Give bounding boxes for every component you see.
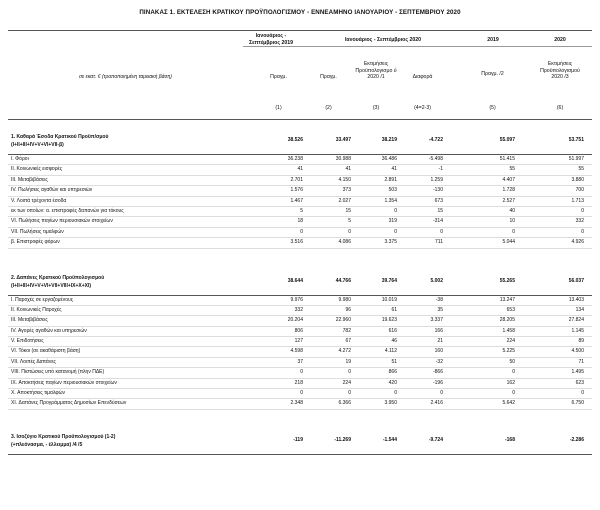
value-cell: 37 [297, 358, 303, 365]
value-cell: 162 [506, 379, 515, 386]
value-cell: -168 [504, 436, 515, 443]
value-cell: -866 [432, 369, 443, 376]
value-cell: -119 [293, 436, 303, 443]
row-label: VI. Τόκοι (σε ακαθάριστη βάση) [11, 348, 81, 355]
value-cell: 866 [388, 369, 397, 376]
section1-title: 1. Καθαρά Έσοδα Κρατικού Προϋπ/σμού [11, 134, 109, 140]
col6-num: (6) [556, 105, 564, 111]
section3-formula: (+πλεόνασμα, - έλλειμμα) /4 /5 [11, 441, 83, 448]
value-cell: 20.204 [287, 317, 303, 324]
row-label: III. Μεταβιβάσεις [11, 317, 48, 324]
value-cell: 0 [348, 390, 351, 397]
section3-title: 3. Ισοζύγιο Κρατικού Προϋπολογισμού (1-2) [11, 433, 116, 440]
value-cell: 2.348 [290, 400, 303, 407]
value-cell: 0 [348, 228, 351, 235]
table-title: ΠΙΝΑΚΑΣ 1. ΕΚΤΕΛΕΣΗ ΚΡΑΤΙΚΟΥ ΠΡΟΫΠΟΛΟΓΙΣΜΟΥ - ΕΝΝΕΑΜΗΝΟ ΙΑΝΟΥΑΡΙΟΥ - ΣΕΠΤΕΜΒΡΙΟΥ 2020 [139, 9, 461, 16]
row-label: VII. Πωλήσεις τιμαλφών [11, 228, 64, 235]
value-cell: -196 [432, 379, 443, 386]
table-row [8, 327, 592, 337]
value-cell: -5.498 [428, 156, 443, 162]
table-row [8, 347, 592, 357]
row-label: I. Φόροι [11, 156, 29, 162]
value-cell: 53.751 [568, 137, 584, 143]
table-row [8, 207, 592, 217]
table-row [8, 296, 592, 306]
value-cell: 5.002 [430, 277, 443, 284]
value-cell: 15 [345, 207, 351, 214]
table-row [8, 306, 592, 316]
value-cell: 56.037 [568, 277, 584, 284]
value-cell: 332 [575, 218, 584, 225]
value-cell: 5 [300, 207, 303, 214]
row-label: VII. Λοιπές Δαπάνες [11, 358, 56, 365]
value-cell: 1.728 [502, 187, 515, 194]
value-cell: 55 [578, 166, 584, 173]
value-cell: 160 [434, 348, 443, 355]
row-label: I. Παροχές σε εργαζομένους [11, 296, 74, 303]
value-cell: 44.766 [335, 277, 351, 284]
value-cell: 41 [297, 166, 303, 173]
value-cell: 3.880 [571, 176, 584, 183]
value-cell: 134 [575, 306, 584, 313]
value-cell: 40 [509, 207, 515, 214]
col1-num: (1) [275, 105, 282, 111]
col2-num: (2) [325, 105, 332, 111]
value-cell: 15 [437, 207, 443, 214]
value-cell: 13.403 [568, 296, 584, 303]
value-cell: 41 [391, 166, 397, 173]
value-cell: 4.598 [290, 348, 303, 355]
value-cell: 623 [575, 379, 584, 386]
value-cell: 0 [581, 390, 584, 397]
group-period: Ιανουάριος - Σεπτέμβριος 2020 [344, 37, 422, 43]
value-cell: 332 [294, 306, 303, 313]
value-cell: 1.713 [571, 197, 584, 204]
value-cell: 3.950 [384, 400, 397, 407]
value-cell: -1.544 [382, 436, 397, 443]
value-cell: 0 [394, 228, 397, 235]
value-cell: -11.269 [334, 436, 351, 443]
section1-total-row [8, 130, 592, 155]
value-cell: 4.407 [502, 176, 515, 183]
value-cell: 0 [300, 228, 303, 235]
table-row [8, 197, 592, 207]
value-cell: 5.044 [502, 239, 515, 246]
value-cell: 4.272 [338, 348, 351, 355]
value-cell: 503 [388, 187, 397, 194]
value-cell: -130 [432, 187, 443, 194]
value-cell: 673 [434, 197, 443, 204]
col5-sub: Πραγμ. /2 [481, 71, 504, 77]
value-cell: 55 [509, 166, 515, 173]
table-row [8, 217, 592, 227]
value-cell: 4.500 [571, 348, 584, 355]
value-cell: 4.086 [338, 239, 351, 246]
value-cell: 38.219 [381, 137, 397, 143]
value-cell: 4.926 [571, 239, 584, 246]
value-cell: 0 [300, 369, 303, 376]
value-cell: 33.497 [335, 137, 351, 143]
value-cell: 71 [578, 358, 584, 365]
value-cell: 39.764 [381, 277, 397, 284]
table-row [8, 176, 592, 186]
value-cell: 3.516 [290, 239, 303, 246]
value-cell: 22.960 [335, 317, 351, 324]
value-cell: 0 [440, 228, 443, 235]
table-row [8, 316, 592, 326]
value-cell: 2.527 [502, 197, 515, 204]
col2-sub: Πραγμ. [320, 74, 337, 80]
table-row [8, 238, 592, 248]
value-cell: 10.019 [381, 296, 397, 303]
value-cell: 700 [575, 187, 584, 194]
value-cell: 0 [300, 390, 303, 397]
col5-period: 2019 [487, 37, 499, 43]
section3-total-row [8, 430, 592, 455]
value-cell: 218 [294, 379, 303, 386]
value-cell: 19 [345, 358, 351, 365]
value-cell: 373 [342, 187, 351, 194]
value-cell: 1.145 [571, 327, 584, 334]
value-cell: 5.225 [502, 348, 515, 355]
value-cell: 319 [388, 218, 397, 225]
value-cell: 711 [435, 239, 443, 246]
table-row [8, 358, 592, 368]
table-row [8, 165, 592, 175]
value-cell: 19.623 [381, 317, 397, 324]
value-cell: 50 [509, 358, 515, 365]
section2-title: 2. Δαπάνες Κρατικού Προϋπολογισμού [11, 274, 105, 281]
value-cell: 166 [434, 327, 443, 334]
value-cell: 61 [391, 306, 397, 313]
col4-num: (4=2-3) [414, 105, 431, 111]
value-cell: -1 [438, 166, 443, 173]
value-cell: -38 [435, 296, 443, 303]
table-row [8, 228, 592, 238]
value-cell: 0 [512, 369, 515, 376]
row-label: V. Επιδοτήσεις [11, 338, 44, 345]
value-cell: 0 [512, 390, 515, 397]
value-cell: 35 [437, 306, 443, 313]
row-label: II. Κοινωνικές Παροχές [11, 306, 62, 313]
value-cell: 4.150 [338, 176, 351, 183]
value-cell: 38.644 [287, 277, 303, 284]
value-cell: 4.112 [384, 348, 397, 355]
value-cell: 2.701 [290, 176, 303, 183]
table-row [8, 379, 592, 389]
value-cell: 21 [437, 338, 443, 345]
value-cell: 10 [509, 218, 515, 225]
value-cell: 653 [506, 306, 515, 313]
value-cell: 36.486 [381, 156, 397, 162]
value-cell: 0 [440, 390, 443, 397]
value-cell: 3.337 [430, 317, 443, 324]
value-cell: 2.027 [338, 197, 351, 204]
value-cell: 1.458 [502, 327, 515, 334]
value-cell: 782 [342, 327, 351, 334]
value-cell: 0 [512, 228, 515, 235]
value-cell: 420 [388, 379, 397, 386]
value-cell: 6.750 [571, 400, 584, 407]
value-cell: 1.467 [290, 197, 303, 204]
value-cell: 0 [394, 390, 397, 397]
value-cell: -2.286 [569, 436, 584, 443]
unit-label: σε εκατ. € (τροποποιημένη ταμειακή βάση) [79, 74, 172, 80]
value-cell: 1.495 [571, 369, 584, 376]
row-label: IV. Πωλήσεις αγαθών και υπηρεσιών [11, 187, 93, 194]
value-cell: 1.354 [384, 197, 397, 204]
section1-rows [8, 155, 592, 249]
value-cell: 46 [391, 338, 397, 345]
value-cell: 30.988 [335, 156, 351, 162]
table-row [8, 337, 592, 347]
value-cell: -9.724 [428, 436, 443, 443]
row-label: VI. Πωλήσεις παγίων περιουσιακών στοιχείων [11, 218, 113, 225]
row-label: X. Αποκτήσεις τιμαλφών [11, 390, 66, 397]
value-cell: 1.259 [430, 176, 443, 183]
value-cell: 6.366 [338, 400, 351, 407]
col1-sub: Πραγμ. [270, 74, 287, 80]
value-cell: 18 [297, 218, 303, 225]
value-cell: 51 [391, 358, 397, 365]
row-label: V. Λοιπά τρέχοντα έσοδα [11, 197, 67, 204]
section1-formula: (I+II+III+IV+V+VI+VII-β) [11, 142, 64, 148]
table-header [8, 30, 592, 120]
value-cell: 5 [348, 218, 351, 225]
value-cell: 36.238 [287, 156, 303, 162]
budget-table [8, 30, 592, 455]
value-cell: 0 [581, 228, 584, 235]
value-cell: 0 [348, 369, 351, 376]
table-row [8, 155, 592, 165]
value-cell: 2.891 [384, 176, 397, 183]
value-cell: 2.416 [430, 400, 443, 407]
col5-num: (5) [489, 105, 496, 111]
row-label: εκ των οποίων: α. επιστροφές δαπανών για τόκους [11, 207, 124, 214]
value-cell: 127 [294, 338, 303, 345]
value-cell: 67 [345, 338, 351, 345]
value-cell: 3.375 [384, 239, 397, 246]
col3-num: (3) [372, 105, 380, 111]
value-cell: 224 [342, 379, 351, 386]
value-cell: 51.997 [568, 156, 584, 162]
row-label: XI. Δαπάνες Προγράμματος Δημοσίων Επενδύσεων [11, 400, 127, 407]
value-cell: 51.415 [499, 156, 515, 162]
col6-period: 2020 [554, 37, 566, 43]
value-cell: 89 [578, 338, 584, 345]
value-cell: 13.247 [499, 296, 515, 303]
value-cell: 0 [581, 207, 584, 214]
col1-period: Ιανουάριος - Σεπτέμβριος 2019 [248, 33, 294, 46]
value-cell: 28.205 [499, 317, 515, 324]
value-cell: -4.722 [428, 137, 443, 143]
value-cell: 96 [345, 306, 351, 313]
table-row [8, 186, 592, 196]
section2-total-row [8, 271, 592, 296]
header-separator [243, 46, 592, 47]
table-row [8, 368, 592, 378]
row-label: III. Μεταβιβάσεις [11, 176, 48, 183]
value-cell: 616 [388, 327, 397, 334]
value-cell: 9.980 [338, 296, 351, 303]
section2-rows [8, 296, 592, 410]
row-label: II. Κοινωνικές εισφορές [11, 166, 63, 173]
row-label: β. Επιστροφές φόρων [11, 239, 60, 246]
col6-sub: Εκτιμήσεις Προϋπολογισμού 2020 /3 [540, 61, 580, 80]
value-cell: 27.824 [568, 317, 584, 324]
col3-sub: Εκτιμήσεις Προϋπολογισμο ύ 2020 /1 [355, 61, 397, 80]
value-cell: 38.526 [287, 137, 303, 143]
value-cell: 41 [345, 166, 351, 173]
value-cell: 224 [506, 338, 515, 345]
value-cell: -32 [435, 358, 443, 365]
col4-sub: Διαφορά [412, 74, 433, 80]
row-label: IX. Αποκτήσεις παγίων περιουσιακών στοιχείων [11, 379, 117, 386]
value-cell: 806 [294, 327, 303, 334]
value-cell: 0 [394, 207, 397, 214]
value-cell: 1.576 [290, 187, 303, 194]
row-label: VIII. Πιστώσεις υπό κατανομή (πλην ΠΔΕ) [11, 369, 105, 376]
table-row [8, 389, 592, 399]
row-label: IV. Αγορές αγαθών και υπηρεσιών [11, 327, 87, 334]
value-cell: 55.265 [499, 277, 515, 284]
value-cell: -314 [432, 218, 443, 225]
value-cell: 55.097 [499, 137, 515, 143]
table-row [8, 399, 592, 409]
value-cell: 9.976 [290, 296, 303, 303]
value-cell: 5.642 [502, 400, 515, 407]
section2-formula: (I+II+III+IV+V+VI+VII+VIII+IX+X+XI) [11, 282, 92, 289]
